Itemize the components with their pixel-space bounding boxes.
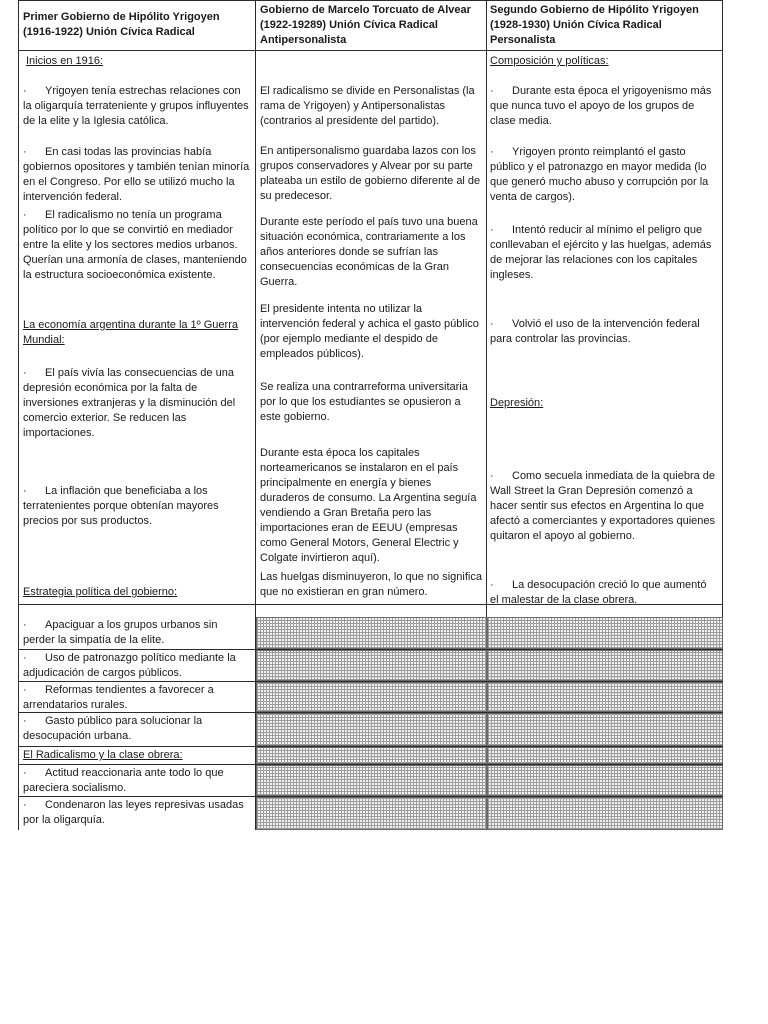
- col3-paragraph: · Yrigoyen pronto reimplantó el gasto público y el patronazgo en mayor medida (lo que generó mucho abuso y corrupción por la venta de cargos).: [490, 146, 709, 203]
- empty-hatched-cell: [256, 747, 487, 764]
- table-border-top: [18, 0, 723, 1]
- col3-paragraph: · Como secuela inmediata de la quiebra de Wall Street la Gran Depresión comenzó a hacer sentir sus efectos en Argentina lo que afectó a comerciantes y exportadores quienes quitaron el apoyo al gobierno.: [490, 470, 716, 542]
- col1-strategy-item: · Gasto público para solucionar la desocupación urbana.: [23, 715, 203, 742]
- col1-worker-item: · Actitud reaccionaria ante todo lo que pareciera socialismo.: [23, 767, 224, 794]
- col3-paragraph: · Volvió el uso de la intervención federal para controlar las provincias.: [490, 318, 700, 345]
- col1-strategy-item: · Reformas tendientes a favorecer a arrendatarios rurales.: [23, 684, 214, 711]
- empty-hatched-cell: [487, 682, 723, 712]
- heading-depresion: Depresión:: [490, 397, 544, 409]
- col3-paragraph: · La desocupación creció lo que aumentó el malestar de la clase obrera.: [490, 579, 707, 606]
- empty-hatched-cell: [256, 650, 487, 681]
- col2-paragraph: Durante este período el país tuvo una buena situación económica, contrariamente a los años anteriores donde se sufrían las consecuencias económicas de la Gran Guerra.: [260, 216, 478, 288]
- heading-composicion: Composición y políticas:: [490, 55, 609, 67]
- col1-paragraph: · El país vivía las consecuencias de una depresión económica por la falta de inversiones extranjeras y la disminución del comercio exterior. Se reducen las importaciones.: [23, 367, 236, 439]
- empty-hatched-cell: [487, 713, 723, 746]
- col2-paragraph: Las huelgas disminuyeron, lo que no significa que no existieran en gran número.: [260, 571, 482, 598]
- header-divider: [18, 50, 723, 51]
- col1-paragraph: · La inflación que beneficiaba a los terratenientes porque obtenían mayores precios por sus productos.: [23, 485, 219, 527]
- empty-hatched-cell: [256, 713, 487, 746]
- col2-paragraph: El radicalismo se divide en Personalistas (la rama de Yrigoyen) y Antipersonalistas (contrarios al presidente del partido).: [260, 85, 475, 127]
- empty-hatched-cell: [487, 797, 723, 830]
- col2-paragraph: El presidente intenta no utilizar la intervención federal y achica el gasto público (por ejemplo mediante el despido de empleados públicos).: [260, 303, 479, 360]
- comparison-table: [18, 0, 723, 830]
- empty-hatched-cell: [256, 682, 487, 712]
- col2-paragraph: Durante esta época los capitales norteamericanos se instalaron en el país principalmente en energía y bienes duraderos de consumo. La Argentina seguía vendiendo a Gran Bretaña pero las importaciones eran de EEUU (empresas como General Motors, General Electric y Colgate invirtieron aquí).: [260, 447, 477, 564]
- empty-hatched-cell: [256, 797, 487, 830]
- empty-hatched-cell: [487, 650, 723, 681]
- heading-economia: La economía argentina durante la 1º Guerra Mundial:: [23, 319, 238, 346]
- col1-strategy-item: · Apaciguar a los grupos urbanos sin perder la simpatía de la elite.: [23, 619, 218, 646]
- col1-paragraph: · Yrigoyen tenía estrechas relaciones con la oligarquía terrateniente y grupos influyentes de la elite y la Iglesia católica.: [23, 85, 249, 127]
- empty-hatched-cell: [487, 617, 723, 649]
- table-border-left: [18, 0, 19, 830]
- col1-worker-item: · Condenaron las leyes represivas usadas por la oligarquía.: [23, 799, 244, 826]
- col2-paragraph: En antipersonalismo guardaba lazos con los grupos conservadores y Alvear por su parte plateaba un estilo de gobierno diferente al de su predecesor.: [260, 145, 481, 202]
- heading-inicios: Inicios en 1916:: [26, 55, 104, 67]
- col3-paragraph: · Intentó reducir al mínimo el peligro que conllevaban el ejército y las huelgas, además de mejorar las relaciones con los capitales ingleses.: [490, 224, 712, 281]
- col1-paragraph: · En casi todas las provincias había gobiernos opositores y también tenían minoría en el Congreso. Por ello se utilizó mucho la intervención federal.: [23, 146, 250, 203]
- empty-hatched-cell: [256, 617, 487, 649]
- header-alvear-government: Gobierno de Marcelo Torcuato de Alvear (1922-19289) Unión Cívica Radical Antipersonalista: [260, 4, 471, 46]
- empty-hatched-cell: [487, 747, 723, 764]
- header-second-government: Segundo Gobierno de Hipólito Yrigoyen (1928-1930) Unión Cívica Radical Personalista: [490, 4, 699, 46]
- heading-clase-obrera: El Radicalismo y la clase obrera:: [23, 749, 183, 761]
- heading-estrategia: Estrategia política del gobierno:: [23, 586, 178, 598]
- empty-hatched-cell: [256, 765, 487, 796]
- empty-hatched-cell: [487, 765, 723, 796]
- header-first-government: Primer Gobierno de Hipólito Yrigoyen (1916-1922) Unión Cívica Radical: [23, 11, 220, 38]
- col1-strategy-item: · Uso de patronazgo político mediante la adjudicación de cargos públicos.: [23, 652, 236, 679]
- col3-paragraph: · Durante esta época el yrigoyenismo más que nunca tuvo el apoyo de los grupos de clase media.: [490, 85, 712, 127]
- col2-paragraph: Se realiza una contrarreforma universitaria por lo que los estudiantes se opusieron a este gobierno.: [260, 381, 468, 423]
- col1-paragraph: · El radicalismo no tenía un programa político por lo que se convirtió en mediador entre la elite y los sectores medios urbanos. Querían una armonía de clases, manteniendo la estructura socioeconómica existente.: [23, 209, 247, 281]
